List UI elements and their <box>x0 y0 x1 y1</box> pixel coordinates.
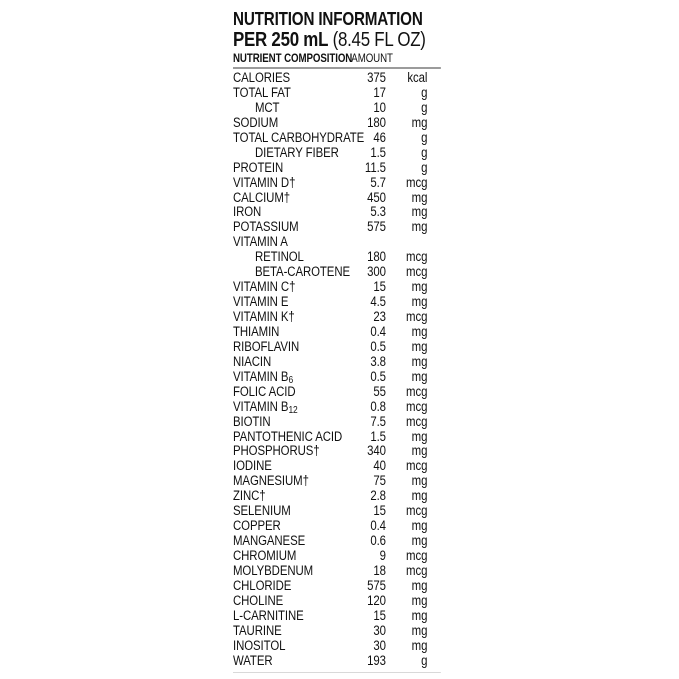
nutrient-name: BETA-CAROTENE <box>254 264 351 280</box>
nutrient-value: 180 <box>367 249 386 265</box>
table-row <box>233 639 441 654</box>
nutrient-value: 1.5 <box>370 144 386 160</box>
nutrient-value: 375 <box>367 70 386 85</box>
table-row <box>233 86 441 101</box>
nutrient-value: 0.6 <box>370 533 386 549</box>
table-row <box>233 430 441 445</box>
nutrient-name: INOSITOL <box>233 637 286 653</box>
nutrient-name: IRON <box>233 204 262 220</box>
nutrient-value: 450 <box>367 189 386 205</box>
nutrient-unit: mg <box>411 294 428 310</box>
nutrient-name: POTASSIUM <box>233 219 299 235</box>
nutrient-unit: mcg <box>406 309 428 324</box>
nutrient-name: TAURINE <box>233 622 282 638</box>
nutrient-unit: mg <box>411 189 428 205</box>
table-row <box>233 370 441 385</box>
nutrient-name: VITAMIN D† <box>233 174 296 190</box>
nutrient-name-subscript: 12 <box>288 404 298 416</box>
nutrient-name: CHLORIDE <box>233 577 292 593</box>
nutrient-unit: g <box>421 652 428 668</box>
nutrient-name: PHOSPHORUS† <box>233 443 320 459</box>
nutrient-value: 0.5 <box>370 368 386 384</box>
nutrient-unit: g <box>421 159 428 175</box>
nutrient-unit: mg <box>411 219 428 235</box>
table-row <box>233 459 441 474</box>
table-row <box>233 624 441 639</box>
nutrient-unit: mg <box>411 428 428 444</box>
table-row <box>233 116 441 131</box>
nutrient-name: VITAMIN C† <box>233 279 296 295</box>
table-row <box>233 355 441 370</box>
table-row <box>233 235 441 250</box>
nutrient-unit: mg <box>411 368 428 384</box>
nutrient-name: CHOLINE <box>233 592 284 608</box>
nutrient-value: 0.5 <box>370 338 386 354</box>
nutrient-unit: mg <box>411 637 428 653</box>
nutrient-unit: mg <box>411 323 428 339</box>
nutrient-unit: mg <box>411 488 428 504</box>
nutrient-value: 180 <box>367 114 386 130</box>
nutrient-unit: mg <box>411 338 428 354</box>
nutrient-unit: mg <box>411 622 428 638</box>
nutrient-unit: mcg <box>406 383 428 399</box>
nutrient-value: 4.5 <box>370 294 386 310</box>
table-row <box>233 564 441 579</box>
label-content <box>233 10 441 673</box>
table-row <box>233 205 441 220</box>
nutrient-name: VITAMIN K† <box>233 309 295 324</box>
nutrient-unit: mcg <box>406 458 428 474</box>
nutrient-name: CALORIES <box>233 70 291 85</box>
nutrient-unit: mcg <box>406 548 428 563</box>
nutrient-name: FOLIC ACID <box>233 383 296 399</box>
nutrient-unit: mg <box>411 533 428 549</box>
nutrient-name: MANGANESE <box>233 533 306 549</box>
table-row <box>233 280 441 295</box>
nutrient-value: 30 <box>373 637 386 653</box>
nutrient-value: 15 <box>373 279 386 295</box>
nutrient-name: MAGNESIUM† <box>233 473 309 489</box>
label-title: NUTRITION INFORMATION <box>233 9 423 29</box>
nutrient-name: RETINOL <box>254 249 304 265</box>
nutrient-unit: mg <box>411 204 428 220</box>
nutrient-name: WATER <box>233 652 273 668</box>
nutrient-unit: mcg <box>406 503 428 519</box>
nutrient-value: 23 <box>373 309 386 324</box>
nutrient-name: VITAMIN B6 <box>233 368 294 386</box>
nutrient-unit: mg <box>411 592 428 608</box>
table-row <box>233 250 441 265</box>
nutrient-value: 15 <box>373 607 386 623</box>
nutrient-value: 300 <box>367 264 386 280</box>
table-row <box>233 295 441 310</box>
nutrient-unit: g <box>421 144 428 160</box>
table-row <box>233 310 441 325</box>
nutrient-unit: mg <box>411 443 428 459</box>
nutrient-value: 5.3 <box>370 204 386 220</box>
table-row <box>233 654 441 669</box>
table-row <box>233 161 441 176</box>
nutrient-unit: mg <box>411 607 428 623</box>
nutrient-unit: mcg <box>406 398 428 414</box>
nutrient-name: MOLYBDENUM <box>233 562 314 578</box>
nutrient-value: 40 <box>373 458 386 474</box>
nutrient-name: TOTAL CARBOHYDRATE <box>233 129 365 145</box>
nutrient-name: TOTAL FAT <box>233 84 291 100</box>
nutrient-name: VITAMIN B12 <box>233 398 298 416</box>
nutrient-unit: mg <box>411 114 428 130</box>
nutrient-unit: mg <box>411 353 428 369</box>
table-row <box>233 385 441 400</box>
nutrient-name: NIACIN <box>233 353 272 369</box>
table-row <box>233 400 441 415</box>
nutrient-value: 0.4 <box>370 518 386 534</box>
table-row <box>233 325 441 340</box>
nutrient-name: SODIUM <box>233 114 279 130</box>
nutrient-value: 9 <box>379 548 386 563</box>
nutrient-value: 18 <box>373 562 386 578</box>
table-row <box>233 444 441 459</box>
nutrient-value: 10 <box>373 99 386 115</box>
nutrient-unit: mcg <box>406 264 428 280</box>
serving-size-line <box>233 30 441 50</box>
nutrient-name: DIETARY FIBER <box>254 144 339 160</box>
nutrient-value: 55 <box>373 383 386 399</box>
nutrient-name-subscript: 6 <box>288 374 294 386</box>
table-row <box>233 415 441 430</box>
serving-size-volume: (8.45 FL OZ) <box>328 29 426 51</box>
table-row <box>233 549 441 564</box>
nutrient-name: SELENIUM <box>233 503 291 519</box>
table-row <box>233 191 441 206</box>
nutrient-value: 75 <box>373 473 386 489</box>
nutrient-value: 340 <box>367 443 386 459</box>
table-row <box>233 519 441 534</box>
nutrient-name: VITAMIN A <box>233 234 288 250</box>
nutrient-unit: g <box>421 99 428 115</box>
nutrient-name: L-CARNITINE <box>233 607 304 623</box>
nutrient-name: THIAMIN <box>233 323 280 339</box>
nutrient-name: IODINE <box>233 458 272 474</box>
table-row <box>233 474 441 489</box>
table-row <box>233 594 441 609</box>
nutrient-unit: g <box>421 84 428 100</box>
nutrient-name: ZINC† <box>233 488 266 504</box>
nutrient-value: 0.4 <box>370 323 386 339</box>
nutrient-name: RIBOFLAVIN <box>233 338 300 354</box>
nutrient-name: CHROMIUM <box>233 548 297 563</box>
nutrient-unit: mcg <box>406 413 428 429</box>
table-row <box>233 579 441 594</box>
table-row <box>233 146 441 161</box>
nutrient-value: 3.8 <box>370 353 386 369</box>
column-headers <box>233 53 441 65</box>
nutrient-value: 575 <box>367 577 386 593</box>
header-rule <box>233 67 441 69</box>
nutrient-name: PANTOTHENIC ACID <box>233 428 343 444</box>
nutrient-unit: mg <box>411 518 428 534</box>
nutrient-unit: mg <box>411 473 428 489</box>
nutrient-name: CALCIUM† <box>233 189 291 205</box>
table-row <box>233 340 441 355</box>
nutrient-unit: mcg <box>406 562 428 578</box>
nutrient-unit: mcg <box>406 174 428 190</box>
table-row <box>233 176 441 191</box>
table-row <box>233 101 441 116</box>
nutrient-value: 7.5 <box>370 413 386 429</box>
nutrient-value: 0.8 <box>370 398 386 414</box>
nutrient-value: 46 <box>373 129 386 145</box>
nutrient-value: 30 <box>373 622 386 638</box>
column-header-amount: AMOUNT <box>351 53 393 65</box>
table-row <box>233 131 441 146</box>
nutrient-value: 1.5 <box>370 428 386 444</box>
serving-size-bold: PER 250 mL <box>233 29 329 51</box>
column-header-nutrient: NUTRIENT COMPOSITION <box>233 53 353 65</box>
nutrient-unit: g <box>421 129 428 145</box>
nutrient-unit: mg <box>411 577 428 593</box>
nutrient-value: 120 <box>367 592 386 608</box>
nutrient-value: 5.7 <box>370 174 386 190</box>
table-row <box>233 504 441 519</box>
nutrient-value: 2.8 <box>370 488 386 504</box>
nutrient-unit: mg <box>411 279 428 295</box>
table-row <box>233 71 441 86</box>
table-row <box>233 265 441 280</box>
table-row <box>233 489 441 504</box>
nutrient-unit: mcg <box>406 249 428 265</box>
table-row <box>233 220 441 235</box>
nutrient-name: VITAMIN E <box>233 294 289 310</box>
nutrient-name: PROTEIN <box>233 159 284 175</box>
nutrient-table-body <box>233 71 441 669</box>
table-row <box>233 534 441 549</box>
nutrient-value: 575 <box>367 219 386 235</box>
table-row <box>233 609 441 624</box>
nutrient-name: COPPER <box>233 518 281 534</box>
nutrient-value: 193 <box>367 652 386 668</box>
bottom-rule <box>233 672 441 673</box>
nutrient-value: 17 <box>373 84 386 100</box>
nutrient-name: MCT <box>254 99 280 115</box>
nutrient-value: 15 <box>373 503 386 519</box>
nutrient-name: BIOTIN <box>233 413 271 429</box>
nutrient-unit: kcal <box>407 70 428 85</box>
nutrient-value: 11.5 <box>364 159 386 175</box>
